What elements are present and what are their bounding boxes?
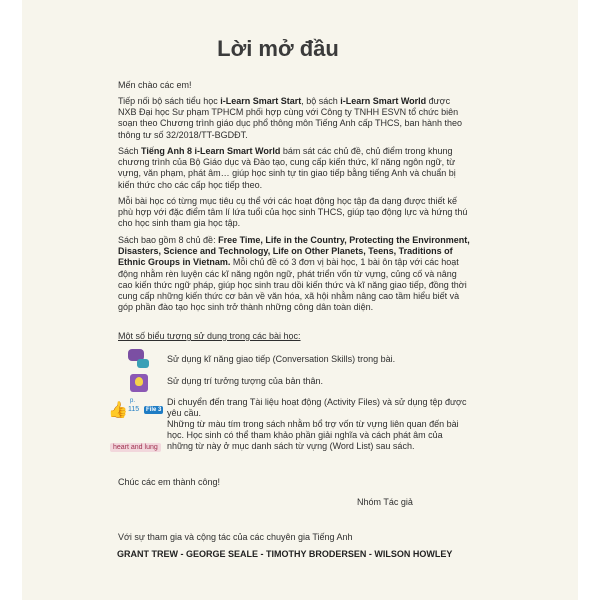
idea-lightbulb-icon (130, 374, 148, 392)
thumbs-up-icon: 👍 (108, 402, 128, 419)
activity-files-icon (108, 396, 168, 420)
p1-series-start: i-Learn Smart Start (220, 96, 302, 106)
author-names: GRANT TREW - GEORGE SEALE - TIMOTHY BRODERSEN - WILSON HOWLEY (117, 549, 453, 559)
paragraph-4 (118, 235, 470, 313)
p4-text-a: Sách bao gồm 8 chủ đề: (118, 235, 219, 245)
credits-line: Với sự tham gia và cộng tác của các chuyên gia Tiếng Anh (118, 532, 353, 542)
signature: Nhóm Tác giả (357, 497, 413, 507)
closing-wish: Chúc các em thành công! (118, 477, 221, 487)
p1-series-world: i-Learn Smart World (340, 96, 427, 106)
p2-text-a: Sách (118, 146, 142, 156)
p4-text-c: Mỗi chủ đề có 3 đơn vị bài học, 1 bài ôn tập với các hoạt động nhằm rèn luyện các kĩ năng ngôn ngữ, phát triển vốn từ vựng, củng cố và nâng cao kiến thức ngữ pháp, giúp học sinh trau dồi kiến thức và kĩ năng giao tiếp, đồng thời cung cấp những kiến thức cơ bản về văn hóa, xã hội nhằm nâng cao tầm hiểu biết và góp phần đào tạo học sinh trở thành những công dân toàn diện. (118, 257, 467, 313)
symbol-imagination-text: Sử dụng trí tưởng tượng của bản thân. (167, 376, 323, 386)
p1-text-a: Tiếp nối bộ sách tiểu học (118, 96, 221, 106)
vocabulary-highlight-example: heart and lung (110, 443, 161, 452)
p4-topics: Free Time, Life in the Country, Protecting the Environment, Disasters, Science and Technology, Life on Other Planets, Teens, Traditions of Ethnic Groups in Vietnam. (118, 235, 470, 268)
vocabulary-tag (110, 436, 161, 454)
p1-text-c: , bộ sách (301, 96, 341, 106)
file-badge: File 3 (146, 407, 162, 413)
page-title: Lời mở đầu (217, 36, 339, 61)
p1-text-e: được NXB Đại học Sư phạm TPHCM phối hợp cùng với Công ty TNHH ESVN tổ chức biên soạn theo Chương trình giáo dục phổ thông môn Tiếng Anh cấp THCS, ban hành theo thông tư số 32/2018/TT-BGDĐT. (118, 96, 462, 140)
conversation-icon (128, 349, 152, 371)
symbol-conversation-text: Sử dụng kĩ năng giao tiếp (Conversation Skills) trong bài. (167, 354, 396, 364)
greeting: Mến chào các em! (118, 80, 192, 90)
symbols-heading: Một số biểu tượng sử dụng trong các bài học: (118, 331, 301, 341)
page-edge (578, 0, 600, 600)
paragraph-1 (118, 96, 470, 141)
p2-book-title: Tiếng Anh 8 i-Learn Smart World (141, 146, 281, 156)
symbol-vocabulary-text: Những từ màu tím trong sách nhằm bổ trợ vốn từ vựng liên quan đến bài học. Học sinh có thể tham khảo phần giải nghĩa và cách phát âm của những từ này ở mục danh sách từ vựng (Word List) sau sách. (167, 419, 459, 452)
symbol-activity-files-text: Di chuyển đến trang Tài liệu hoạt động (Activity Files) và sử dụng tệp được yêu cầu. (167, 397, 467, 419)
paragraph-2 (118, 146, 470, 191)
page-ref-label: p. (130, 398, 136, 404)
p2-text-c: bám sát các chủ đề, chủ điểm trong khung chương trình của Bộ Giáo dục và Đào tạo, cung cấp kiến thức, kĩ năng ngôn ngữ, từ vựng, văn phạm, phát âm… giúp học sinh tự tin giao tiếp bằng tiếng Anh và chuẩn bị kiến thức cho các cấp học tiếp theo. (118, 146, 456, 190)
page-ref-number: 115 (128, 406, 140, 413)
paragraph-3: Mỗi bài học có từng mục tiêu cụ thể với các hoạt động học tập đa dạng được thiết kế phù hợp với đặc điểm tâm lí lứa tuổi của học sinh THCS, giúp tạo động lực và hứng thú cho học sinh tham gia học tập. (118, 196, 468, 229)
